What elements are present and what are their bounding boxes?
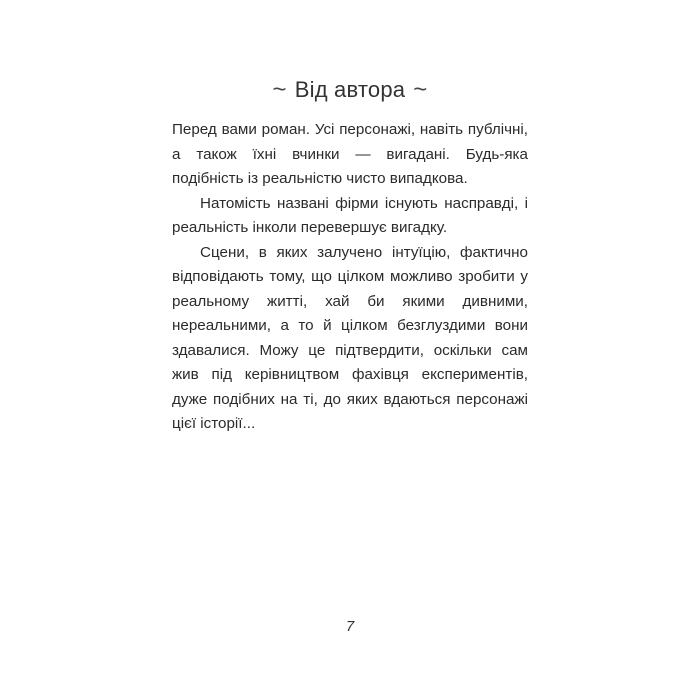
tilde-ornament-right: ~: [413, 76, 428, 103]
tilde-ornament-left: ~: [272, 76, 287, 103]
paragraph-3: Сцени, в яких залучено інтуїцію, фактично відповідають тому, що цілком можливо зробити у реальному житті, хай би якими дивними, нереальними, а то й цілком безглуздими вони здавалися. Можу це підтвердити, оскільки сам жив під керівництвом фахівця експериментів, дуже подібних на ті, до яких вдаються персонажі цієї історії...: [172, 243, 528, 432]
paragraph-1: Перед вами роман. Усі персонажі, навіть публічні, а також їхні вчинки — вигадані. Будь-яка подібність із реальністю чисто випадкова.: [172, 121, 528, 187]
chapter-heading: [0, 70, 700, 110]
paragraph-2: Натомість названі фірми існують насправді, і реальність інколи перевершує вигадку.: [172, 194, 528, 236]
chapter-title: Від автора: [294, 77, 406, 102]
body-text: [172, 118, 528, 437]
page-number: 7: [345, 618, 355, 635]
